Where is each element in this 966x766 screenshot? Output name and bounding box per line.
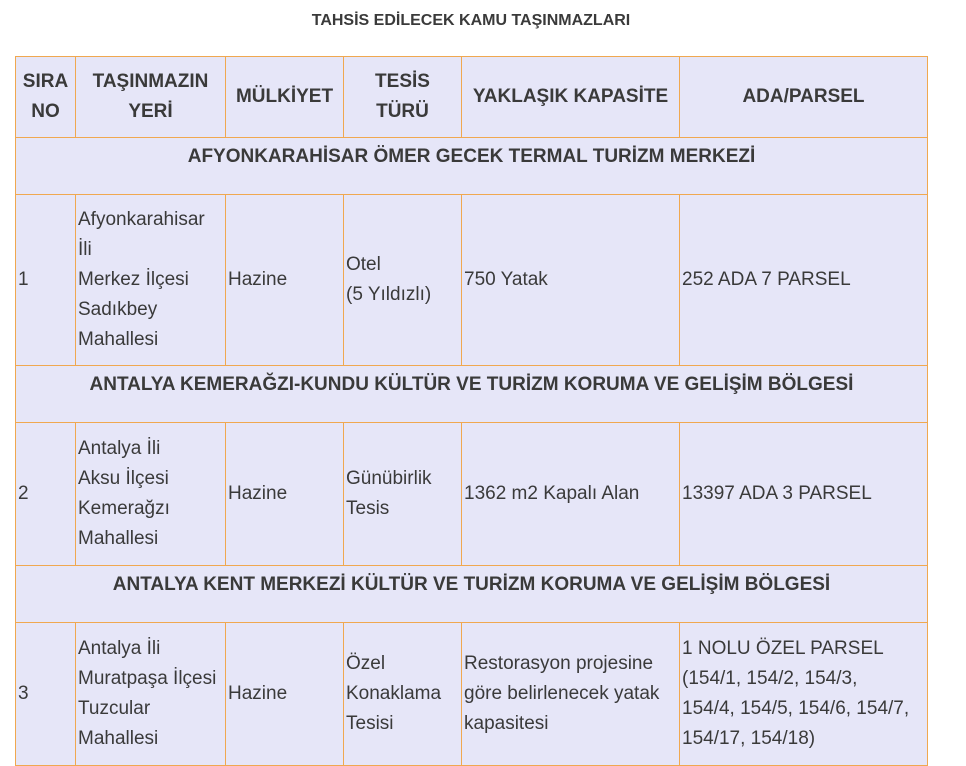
cell-ada-parsel: 13397 ADA 3 PARSEL xyxy=(680,423,928,566)
header-ada-parsel: ADA/PARSEL xyxy=(680,57,928,138)
header-sira-no: SIRA NO xyxy=(16,57,76,138)
table-header-row xyxy=(16,57,928,138)
cell-no: 1 xyxy=(16,195,76,366)
cell-ada-parsel: 252 ADA 7 PARSEL xyxy=(680,195,928,366)
cell-yeri: Antalya İli Aksu İlçesi Kemerağzı Mahallesi xyxy=(76,423,226,566)
cell-tesis: Günübirlik Tesis xyxy=(344,423,462,566)
header-mulkiyet: MÜLKİYET xyxy=(226,57,344,138)
cell-tesis: Otel (5 Yıldızlı) xyxy=(344,195,462,366)
cell-mulkiyet: Hazine xyxy=(226,623,344,766)
cell-kapasite: 750 Yatak xyxy=(462,195,680,366)
section-title: ANTALYA KENT MERKEZİ KÜLTÜR VE TURİZM KORUMA VE GELİŞİM BÖLGESİ xyxy=(16,566,928,623)
header-tesis-turu: TESİS TÜRÜ xyxy=(344,57,462,138)
table-row xyxy=(16,423,928,566)
table-row xyxy=(16,195,928,366)
cell-kapasite: 1362 m2 Kapalı Alan xyxy=(462,423,680,566)
cell-yeri: Antalya İli Muratpaşa İlçesi Tuzcular Mahallesi xyxy=(76,623,226,766)
cell-no: 3 xyxy=(16,623,76,766)
section-row xyxy=(16,566,928,623)
table-row xyxy=(16,623,928,766)
cell-yeri: Afyonkarahisar İli Merkez İlçesi Sadıkbey Mahallesi xyxy=(76,195,226,366)
cell-kapasite: Restorasyon projesine göre belirlenecek yatak kapasitesi xyxy=(462,623,680,766)
cell-mulkiyet: Hazine xyxy=(226,195,344,366)
section-row xyxy=(16,138,928,195)
header-kapasite: YAKLAŞIK KAPASİTE xyxy=(462,57,680,138)
property-table xyxy=(15,56,928,766)
cell-mulkiyet: Hazine xyxy=(226,423,344,566)
cell-ada-parsel: 1 NOLU ÖZEL PARSEL (154/1, 154/2, 154/3, 154/4, 154/5, 154/6, 154/7, 154/17, 154/18) xyxy=(680,623,928,766)
section-title: AFYONKARAHİSAR ÖMER GECEK TERMAL TURİZM MERKEZİ xyxy=(16,138,928,195)
cell-no: 2 xyxy=(16,423,76,566)
page-title: TAHSİS EDİLECEK KAMU TAŞINMAZLARI xyxy=(311,12,631,29)
section-title: ANTALYA KEMERAĞZI-KUNDU KÜLTÜR VE TURİZM KORUMA VE GELİŞİM BÖLGESİ xyxy=(16,366,928,423)
cell-tesis: Özel Konaklama Tesisi xyxy=(344,623,462,766)
header-tasinmaz-yeri: TAŞINMAZIN YERİ xyxy=(76,57,226,138)
section-row xyxy=(16,366,928,423)
